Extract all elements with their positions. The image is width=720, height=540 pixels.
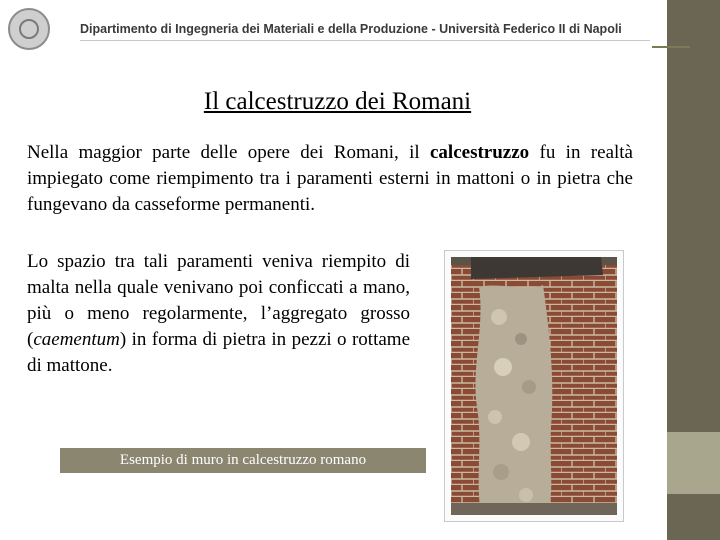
intro-paragraph (27, 140, 633, 218)
right-decorative-band-accent (667, 432, 720, 494)
header-divider (80, 40, 650, 41)
roman-wall-photo (444, 250, 624, 522)
detail-text-start: Lo spazio tra tali paramenti veniva riempito di malta nella quale venivano poi conficcati a mano, più o meno regolarmente, l’aggregato grosso ( (27, 251, 410, 350)
university-seal-icon (8, 8, 50, 50)
photo-caption: Esempio di muro in calcestruzzo romano (60, 448, 426, 473)
header-institution: Dipartimento di Ingegneria dei Materiali e della Produzione - Università Federico II di Napoli (80, 22, 622, 36)
intro-text-start: Nella maggior parte delle opere dei Romani, il (27, 142, 430, 163)
detail-text-italic: caementum (33, 329, 120, 350)
roman-wall-illustration (451, 257, 617, 515)
intro-text-end: fu in realtà impiegato come riempimento tra i paramenti esterni in mattoni o in pietra che fungevano da casseforme permanenti. (27, 142, 633, 215)
slide-title: Il calcestruzzo dei Romani (203, 88, 472, 115)
intro-text-bold: calcestruzzo (430, 142, 530, 163)
header-divider-accent (652, 46, 690, 48)
detail-text-end: ) in forma di pietra in pezzi o rottame di mattone. (27, 329, 410, 376)
detail-paragraph (27, 249, 410, 379)
